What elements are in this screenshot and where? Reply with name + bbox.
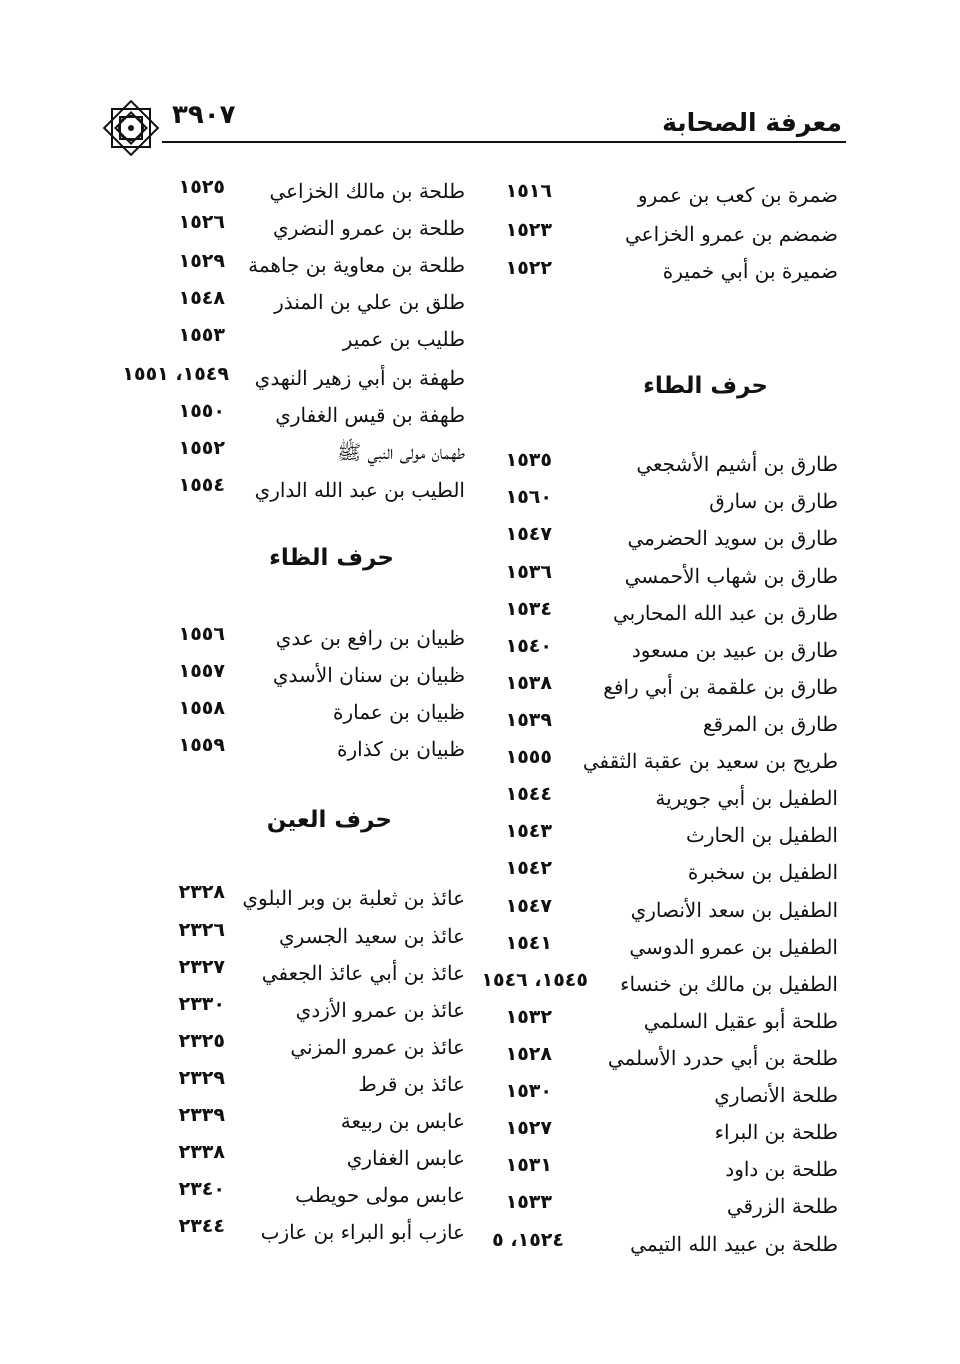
entry-name: عائذ بن قرط <box>358 1072 465 1096</box>
entry-number: ١٥٢٧ <box>505 1117 552 1139</box>
entry-number: ١٥٢٨ <box>505 1043 552 1065</box>
entry-name: طارق بن عبد الله المحاربي <box>613 601 838 625</box>
entry-name: طارق بن سارق <box>709 489 838 513</box>
header-rule <box>162 141 846 143</box>
entry-number: ٢٣٣٨ <box>178 1141 225 1163</box>
entry-number: ٢٣٢٩ <box>178 1067 225 1089</box>
section-heading-zaa: حرف الظاء <box>269 545 394 571</box>
entry-name: طهمان مولى النبي ﷺ <box>337 440 465 464</box>
entry-number: ١٥٤١ <box>505 932 552 954</box>
entry-name: طلق بن علي بن المنذر <box>274 290 465 314</box>
entry-number: ١٥٥٩ <box>178 734 225 756</box>
entry-name: عائذ بن عمرو الأزدي <box>295 998 465 1022</box>
entry-number: ٢٣٣٩ <box>178 1104 225 1126</box>
entry-number: ١٥٥٣ <box>178 324 225 346</box>
entry-name: طريح بن سعيد بن عقبة الثقفي <box>582 749 838 773</box>
entry-number: ١٥٥٨ <box>178 697 225 719</box>
entry-number: ١٥٤٨ <box>178 287 225 309</box>
entry-number: ١٥٣٣ <box>505 1191 552 1213</box>
entry-number: ١٥٤٥، ١٥٤٦ <box>481 969 588 991</box>
page-number: ٣٩٠٧ <box>172 100 236 130</box>
entry-name: عائذ بن عمرو المزني <box>290 1035 465 1059</box>
entry-name: طلحة بن البراء <box>714 1120 838 1144</box>
entry-number: ١٥٢٥ <box>178 176 225 198</box>
entry-name: ضمضم بن عمرو الخزاعي <box>624 222 838 246</box>
entry-number: ١٥٥٥ <box>505 746 552 768</box>
entry-number: ١٥٤٤ <box>505 783 552 805</box>
entry-name: طليب بن عمير <box>342 327 465 351</box>
entry-number: ١٥٤٩، ١٥٥١ <box>122 363 229 385</box>
entry-name: ضميرة بن أبي خميرة <box>662 259 838 283</box>
entry-name: طلحة بن داود <box>725 1157 838 1181</box>
entry-number: ١٥٣٠ <box>505 1080 552 1102</box>
entry-number: ١٥٦٠ <box>505 486 552 508</box>
section-heading-taa: حرف الطاء <box>643 373 768 399</box>
entry-name: الطفيل بن أبي جويرية <box>655 786 838 810</box>
entry-name: الطفيل بن سخبرة <box>687 860 838 884</box>
entry-number: ٢٣٢٨ <box>178 881 225 903</box>
entry-name: ظبيان بن سنان الأسدي <box>272 663 465 687</box>
entry-name: طلحة الزرقي <box>726 1194 838 1218</box>
entry-name: طارق بن علقمة بن أبي رافع <box>603 675 838 699</box>
entry-name: ضمرة بن كعب بن عمرو <box>637 183 838 207</box>
entry-name: طلحة بن أبي حدرد الأسلمي <box>607 1046 838 1070</box>
entry-name: طلحة أبو عقيل السلمي <box>643 1009 838 1033</box>
star-ornament-icon <box>98 95 164 161</box>
entry-name: طلحة بن عبيد الله التيمي <box>630 1232 838 1256</box>
entry-number: ١٥١٦ <box>505 180 552 202</box>
entry-number: ١٥٤٧ <box>505 523 552 545</box>
entry-name: الطفيل بن مالك بن خنساء <box>620 972 838 996</box>
entry-name: عابس الغفاري <box>346 1146 465 1170</box>
entry-number: ٢٣٢٥ <box>178 1030 225 1052</box>
entry-number: ١٥٢٦ <box>178 211 225 233</box>
entry-number: ١٥٣٢ <box>505 1006 552 1028</box>
entry-name: عابس مولى حويطب <box>295 1183 465 1207</box>
entry-name: عابس بن ربيعة <box>340 1109 465 1133</box>
entry-name: ظبيان بن رافع بن عدي <box>275 626 465 650</box>
entry-number: ١٥٣٥ <box>505 449 552 471</box>
entry-number: ١٥٣٦ <box>505 561 552 583</box>
entry-number: ١٥٥٦ <box>178 623 225 645</box>
entry-number: ١٥٣٨ <box>505 672 552 694</box>
entry-number: ١٥٣١ <box>505 1154 552 1176</box>
entry-name: طلحة بن مالك الخزاعي <box>269 179 465 203</box>
entry-number: ٢٣٤٤ <box>178 1215 225 1237</box>
entry-number: ١٥٢٩ <box>178 250 225 272</box>
entry-name: طلحة الأنصاري <box>714 1083 838 1107</box>
entry-number: ١٥٤٢ <box>505 857 552 879</box>
entry-number: ٢٣٢٦ <box>178 919 225 941</box>
entry-number: ١٥٤٠ <box>505 635 552 657</box>
entry-number: ٢٣٢٧ <box>178 956 225 978</box>
entry-name: عائذ بن أبي عائذ الجعفي <box>261 961 465 985</box>
entry-name: طهفة بن قيس الغفاري <box>275 403 465 427</box>
entry-name: ظبيان بن عمارة <box>332 700 465 724</box>
entry-name: ظبيان بن كذارة <box>337 737 465 761</box>
entry-name: الطفيل بن سعد الأنصاري <box>630 898 838 922</box>
entry-name: عازب أبو البراء بن عازب <box>260 1220 465 1244</box>
entry-number: ١٥٣٩ <box>505 709 552 731</box>
entry-name: الطفيل بن الحارث <box>685 823 838 847</box>
entry-name: طارق بن أشيم الأشجعي <box>636 452 838 476</box>
entry-name: طارق بن شهاب الأحمسي <box>624 564 838 588</box>
entry-number: ٢٣٤٠ <box>178 1178 225 1200</box>
entry-number: ١٥٢٣ <box>505 219 552 241</box>
entry-number: ١٥٥٤ <box>178 474 225 496</box>
entry-number: ١٥٥٠ <box>178 400 225 422</box>
section-heading-ain: حرف العين <box>266 807 392 833</box>
entry-name: طلحة بن معاوية بن جاهمة <box>248 253 465 277</box>
entry-name: طارق بن عبيد بن مسعود <box>631 638 838 662</box>
entry-name: الطيب بن عبد الله الداري <box>254 478 465 502</box>
entry-number: ١٥٥٢ <box>178 437 225 459</box>
entry-name: طهفة بن أبي زهير النهدي <box>254 366 465 390</box>
entry-name: طارق بن سويد الحضرمي <box>627 526 838 550</box>
entry-number: ١٥٢٢ <box>505 257 552 279</box>
entry-name: الطفيل بن عمرو الدوسي <box>629 935 838 959</box>
entry-number: ٢٣٣٠ <box>178 993 225 1015</box>
entry-name: عائذ بن ثعلبة بن وبر البلوي <box>242 886 465 910</box>
running-title: معرفة الصحابة <box>662 108 842 137</box>
entry-name: طارق بن المرقع <box>702 712 838 736</box>
entry-number: ١٥٤٧ <box>505 895 552 917</box>
entry-name: طلحة بن عمرو النضري <box>273 216 465 240</box>
entry-number: ١٥٣٤ <box>505 598 552 620</box>
entry-name: عائذ بن سعيد الجسري <box>279 924 465 948</box>
entry-number: ١٥٥٧ <box>178 660 225 682</box>
entry-number: ١٥٤٣ <box>505 820 552 842</box>
entry-number: ١٥٢٤، ٥ <box>492 1229 564 1251</box>
